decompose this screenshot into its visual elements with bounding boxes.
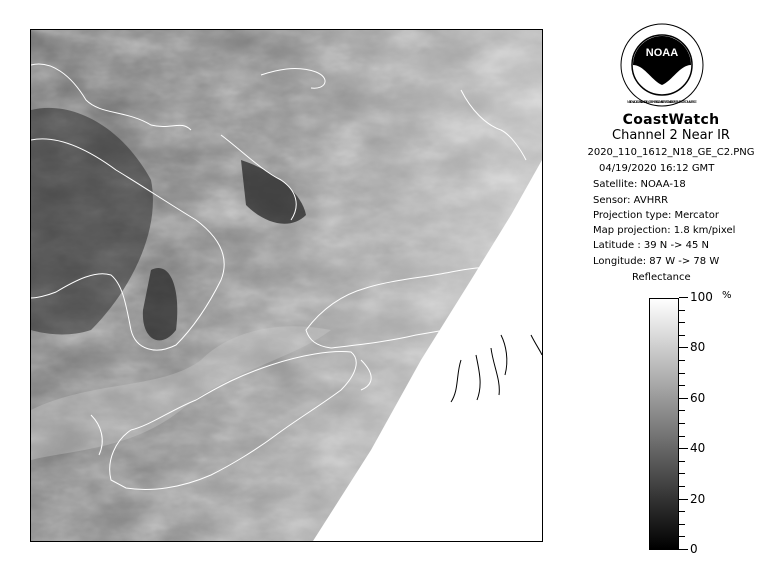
- colorbar-tick: [679, 511, 685, 512]
- satellite-image-svg: [31, 30, 542, 541]
- map-projection-label: Map projection: 1.8 km/pixel: [593, 225, 736, 236]
- colorbar-tick: [679, 448, 688, 449]
- sensor-label: Sensor: AVHRR: [593, 195, 669, 206]
- colorbar-tick: [679, 549, 688, 550]
- product-subtitle: Channel 2 Near IR: [612, 128, 730, 143]
- colorbar-tick: [679, 499, 688, 500]
- longitude-range: Longitude: 87 W -> 78 W: [593, 256, 720, 267]
- colorbar-title: Reflectance: [632, 272, 691, 283]
- colorbar-tick-label: 100: [690, 290, 713, 304]
- colorbar-tick: [679, 310, 685, 311]
- projection-type-label: Projection type: Mercator: [593, 210, 719, 221]
- colorbar: [649, 298, 679, 550]
- noaa-logo: [620, 23, 704, 107]
- colorbar-tick-label: 40: [690, 441, 706, 456]
- colorbar-tick: [679, 536, 685, 537]
- colorbar-tick: [679, 297, 688, 298]
- logo-ring-text: NATIONAL OCEANIC AND ATMOSPHERIC ADMINISTRATION · U.S. DEPARTMENT OF COMMERCE: [627, 99, 697, 104]
- colorbar-unit: %: [722, 290, 732, 301]
- colorbar-tick-label: 60: [690, 390, 706, 405]
- colorbar-tick: [679, 461, 685, 462]
- colorbar-tick: [679, 486, 685, 487]
- satellite-label: Satellite: NOAA-18: [593, 179, 686, 190]
- colorbar-tick: [679, 335, 685, 336]
- colorbar-tick: [679, 423, 685, 424]
- product-filename: 2020_110_1612_N18_GE_C2.PNG: [587, 147, 755, 158]
- colorbar-tick: [679, 410, 685, 411]
- latitude-range: Latitude : 39 N -> 45 N: [593, 240, 709, 251]
- colorbar-tick: [679, 473, 685, 474]
- satellite-image-map: [30, 29, 543, 542]
- colorbar-tick: [679, 385, 685, 386]
- colorbar-tick: [679, 436, 685, 437]
- colorbar-tick: [679, 373, 685, 374]
- colorbar-tick: [679, 347, 688, 348]
- colorbar-tick-label: 20: [690, 491, 706, 506]
- logo-center-text: NOAA: [645, 47, 679, 59]
- colorbar-tick: [679, 524, 685, 525]
- product-title: CoastWatch: [622, 112, 720, 128]
- colorbar-tick: [679, 360, 685, 361]
- colorbar-tick-label: 80: [690, 340, 706, 355]
- colorbar-tick: [679, 398, 688, 399]
- date-time: 04/19/2020 16:12 GMT: [599, 163, 715, 174]
- colorbar-tick-label: 0: [690, 542, 698, 556]
- colorbar-tick: [679, 322, 685, 323]
